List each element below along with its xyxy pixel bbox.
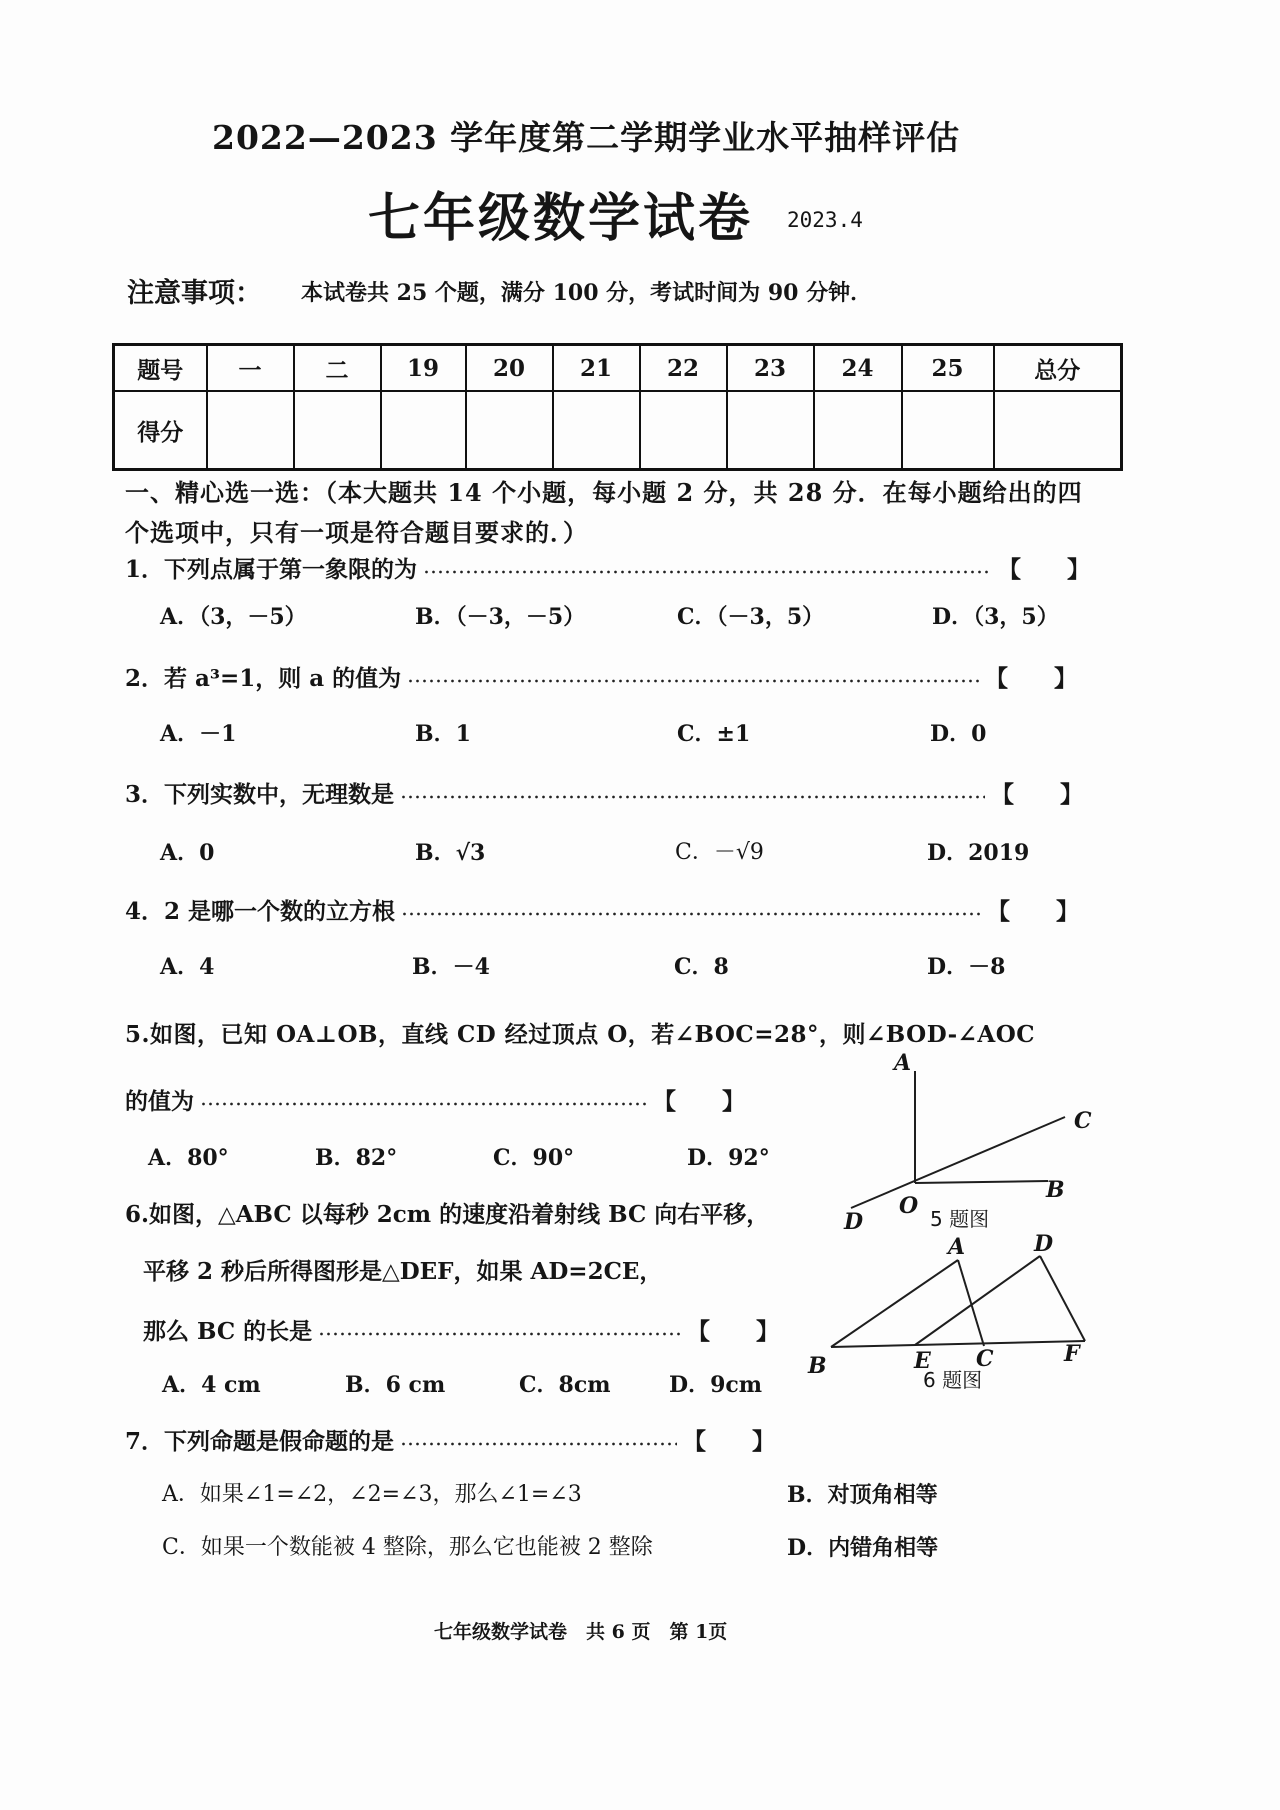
segment-ed (915, 1256, 1040, 1345)
q2-option-d: D．0 (930, 721, 987, 747)
fig5-point-c-label: C (1074, 1108, 1092, 1134)
score-cell (640, 391, 727, 470)
fig5-point-o-label: O (899, 1193, 919, 1219)
fig6-point-c-label: C (976, 1346, 994, 1372)
answer-bracket: 【 】 (998, 555, 1090, 583)
fig5-caption: 5 题图 (930, 1207, 990, 1231)
score-cell (727, 391, 814, 470)
q1-option-a: A．（3，－5） (160, 604, 307, 630)
answer-bracket: 【 】 (653, 1087, 745, 1115)
question-7-text: 7．下列命题是假命题的是 (125, 1427, 395, 1455)
question-3 (125, 777, 1083, 807)
figure-5-diagram (830, 1040, 1110, 1240)
fig6-point-f-label: F (1064, 1341, 1080, 1367)
question-1 (125, 552, 1090, 582)
fig6-point-b-label: B (808, 1353, 827, 1379)
notice-text: 本试卷共 25 个题，满分 100 分，考试时间为 90 分钟． (301, 280, 873, 306)
segment-df (1040, 1256, 1085, 1341)
score-table-header-cell: 24 (814, 345, 902, 392)
q1-option-b: B．（－3，－5） (415, 604, 586, 630)
q5-option-d: D．92° (687, 1145, 770, 1171)
q3-option-a: A．0 (160, 840, 215, 866)
q1-option-c: C．（－3，5） (677, 604, 825, 630)
dot-leader (401, 894, 981, 924)
score-table (112, 343, 1123, 471)
score-cell (294, 391, 381, 470)
q4-option-a: A．4 (160, 954, 215, 980)
score-cell (381, 391, 466, 470)
fig5-point-d-label: D (844, 1209, 864, 1235)
score-table-header-cell: 23 (727, 345, 814, 392)
question-2 (125, 661, 1077, 691)
score-cell (553, 391, 640, 470)
q7-option-d: D．内错角相等 (787, 1535, 939, 1561)
dot-leader (400, 777, 985, 807)
q6-option-d: D．9cm (669, 1372, 763, 1398)
q5-option-c: C．90° (493, 1145, 575, 1171)
question-1-text: 1．下列点属于第一象限的为 (125, 555, 418, 583)
segment-ac (958, 1260, 984, 1346)
score-table-header-cell: 二 (294, 345, 381, 392)
q4-option-b: B．－4 (412, 954, 490, 980)
q6-option-b: B．6 cm (345, 1372, 446, 1398)
line-cd (851, 1117, 1065, 1208)
q4-option-d: D．－8 (927, 954, 1006, 980)
question-6-text-line2: 平移 2 秒后所得图形是△DEF，如果 AD=2CE， (143, 1258, 663, 1285)
score-table-header-cell: 总分 (994, 345, 1122, 392)
answer-bracket: 【 】 (985, 664, 1077, 692)
score-row-label: 得分 (114, 391, 207, 470)
question-2-text: 2．若 a³=1，则 a 的值为 (125, 664, 402, 692)
q6-option-c: C．8cm (519, 1372, 611, 1398)
q4-option-c: C．8 (674, 954, 729, 980)
fig6-point-a-label: A (948, 1234, 966, 1260)
score-cell (466, 391, 553, 470)
answer-bracket: 【 】 (987, 897, 1079, 925)
fig6-point-d-label: D (1034, 1231, 1054, 1257)
question-6-text-line3: 那么 BC 的长是 (143, 1317, 313, 1345)
base-line-bf (831, 1341, 1085, 1347)
score-cell (902, 391, 994, 470)
question-3-text: 3．下列实数中，无理数是 (125, 780, 395, 808)
question-4-text: 4．2 是哪一个数的立方根 (125, 897, 396, 925)
q6-option-a: A．4 cm (162, 1372, 261, 1398)
score-table-header-cell: 22 (640, 345, 727, 392)
score-cell (207, 391, 294, 470)
dot-leader (318, 1314, 681, 1344)
segment-ba (831, 1260, 958, 1347)
score-table-header-cell: 19 (381, 345, 466, 392)
answer-bracket: 【 】 (991, 780, 1083, 808)
section-heading-line2: 个选项中，只有一项是符合题目要求的．） (125, 518, 588, 547)
q7-option-a: A．如果∠1=∠2，∠2=∠3，那么∠1=∠3 (162, 1482, 582, 1507)
fig6-point-e-label: E (914, 1348, 931, 1374)
score-table-header-cell: 25 (902, 345, 994, 392)
q7-option-c: C．如果一个数能被 4 整除，那么它也能被 2 整除 (162, 1535, 653, 1560)
q1-option-d: D．（3，5） (932, 604, 1059, 630)
q5-option-b: B．82° (315, 1145, 398, 1171)
q3-option-c: C．－√9 (675, 840, 764, 865)
answer-bracket: 【 】 (683, 1427, 775, 1455)
score-table-header-row (114, 345, 1122, 392)
q2-option-b: B．1 (415, 721, 471, 747)
score-cell (994, 391, 1122, 470)
score-table-header-cell: 21 (553, 345, 640, 392)
ray-ob (915, 1181, 1048, 1183)
q5-option-a: A．80° (148, 1145, 229, 1171)
question-6-text-line1: 6.如图，△ABC 以每秒 2cm 的速度沿着射线 BC 向右平移， (125, 1201, 770, 1228)
question-5-text-line2: 的值为 (125, 1087, 194, 1115)
subject-title: 七年级数学试卷 (368, 188, 754, 249)
exam-title: 2022—2023 学年度第二学期学业水平抽样评估 (212, 118, 961, 157)
question-5 (125, 1084, 745, 1114)
fig6-caption: 6 题图 (923, 1368, 983, 1392)
notice-label: 注意事项： (127, 278, 262, 309)
q3-option-b: B．√3 (415, 840, 486, 866)
q3-option-d: D．2019 (927, 840, 1030, 866)
page-footer: 七年级数学试卷 共 6 页 第 1页 (434, 1621, 728, 1643)
question-5-text-line1: 5.如图，已知 OA⊥OB，直线 CD 经过顶点 O，若∠BOC=28°，则∠BOD-∠AOC (125, 1021, 1036, 1048)
score-table-header-cell: 一 (207, 345, 294, 392)
answer-bracket: 【 】 (687, 1317, 779, 1345)
q7-option-b: B．对顶角相等 (787, 1482, 938, 1508)
dot-leader (407, 661, 979, 691)
question-6 (143, 1314, 779, 1344)
dot-leader (200, 1084, 647, 1114)
score-table-score-row (114, 391, 1122, 470)
question-7 (125, 1424, 775, 1454)
fig5-point-a-label: A (894, 1050, 912, 1076)
exam-date: 2023.4 (787, 208, 863, 232)
score-cell (814, 391, 902, 470)
figure-6-diagram (800, 1230, 1100, 1400)
q2-option-a: A．－1 (160, 721, 237, 747)
score-table-header-cell: 20 (466, 345, 553, 392)
question-4 (125, 894, 1079, 924)
q2-option-c: C．±1 (677, 721, 751, 747)
score-table-header-cell: 题号 (114, 345, 207, 392)
dot-leader (423, 552, 992, 582)
section-heading-line1: 一、精心选一选：（本大题共 14 个小题，每小题 2 分，共 28 分．在每小题给出的四 (125, 478, 1083, 507)
fig5-point-b-label: B (1046, 1177, 1065, 1203)
dot-leader (400, 1424, 677, 1454)
